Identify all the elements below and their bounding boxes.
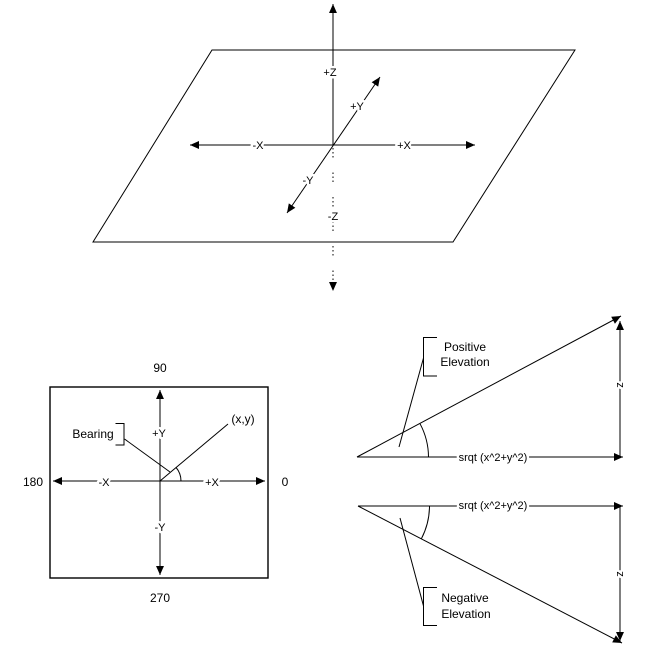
negative-elevation-label-line1: Negative	[441, 591, 489, 605]
bearing-plus-y-label: +Y	[152, 428, 166, 440]
xy-point-label: (x,y)	[231, 412, 255, 426]
negative-elevation-label-line2: Elevation	[441, 607, 491, 621]
compass-180-label: 180	[22, 475, 44, 489]
bearing-plus-x-label: +X	[205, 477, 219, 489]
bearing-vector-line	[160, 424, 228, 481]
negative-hypotenuse-line	[358, 506, 622, 643]
bearing-diagram	[23, 361, 289, 605]
bearing-minus-y-label: -Y	[154, 522, 166, 534]
positive-angle-arc	[420, 424, 429, 457]
compass-90-label: 90	[153, 361, 167, 375]
negative-leader-line	[400, 518, 424, 606]
plus-y-label: +Y	[350, 101, 364, 113]
positive-hypotenuse-line	[357, 316, 621, 457]
positive-label-bracket	[424, 338, 438, 377]
negative-elevation-diagram	[358, 500, 626, 643]
bearing-leader-line	[125, 439, 171, 472]
negative-label-bracket	[424, 588, 438, 626]
minus-z-label: -Z	[327, 211, 339, 223]
plus-z-label: +Z	[323, 67, 337, 79]
negative-height-z-label: z	[614, 571, 626, 577]
compass-0-label: 0	[281, 475, 289, 489]
positive-base-formula-label: srqt (x^2+y^2)	[458, 452, 528, 464]
compass-270-label: 270	[149, 591, 171, 605]
negative-angle-arc	[421, 506, 429, 539]
minus-y-label: -Y	[302, 175, 314, 187]
positive-leader-line	[399, 358, 424, 447]
minus-x-label: -X	[252, 140, 264, 152]
positive-elevation-label-line2: Elevation	[440, 355, 490, 369]
plus-x-label: +X	[397, 140, 411, 152]
bearing-label-bracket	[116, 424, 125, 446]
bearing-label: Bearing	[72, 427, 114, 441]
negative-base-formula-label: srqt (x^2+y^2)	[458, 500, 528, 512]
positive-elevation-diagram	[357, 316, 626, 464]
bearing-angle-arc	[176, 468, 181, 482]
positive-elevation-label-line1: Positive	[443, 340, 487, 354]
plane-diagram	[93, 4, 575, 291]
positive-height-z-label: z	[614, 382, 626, 388]
bearing-minus-x-label: -X	[98, 477, 110, 489]
